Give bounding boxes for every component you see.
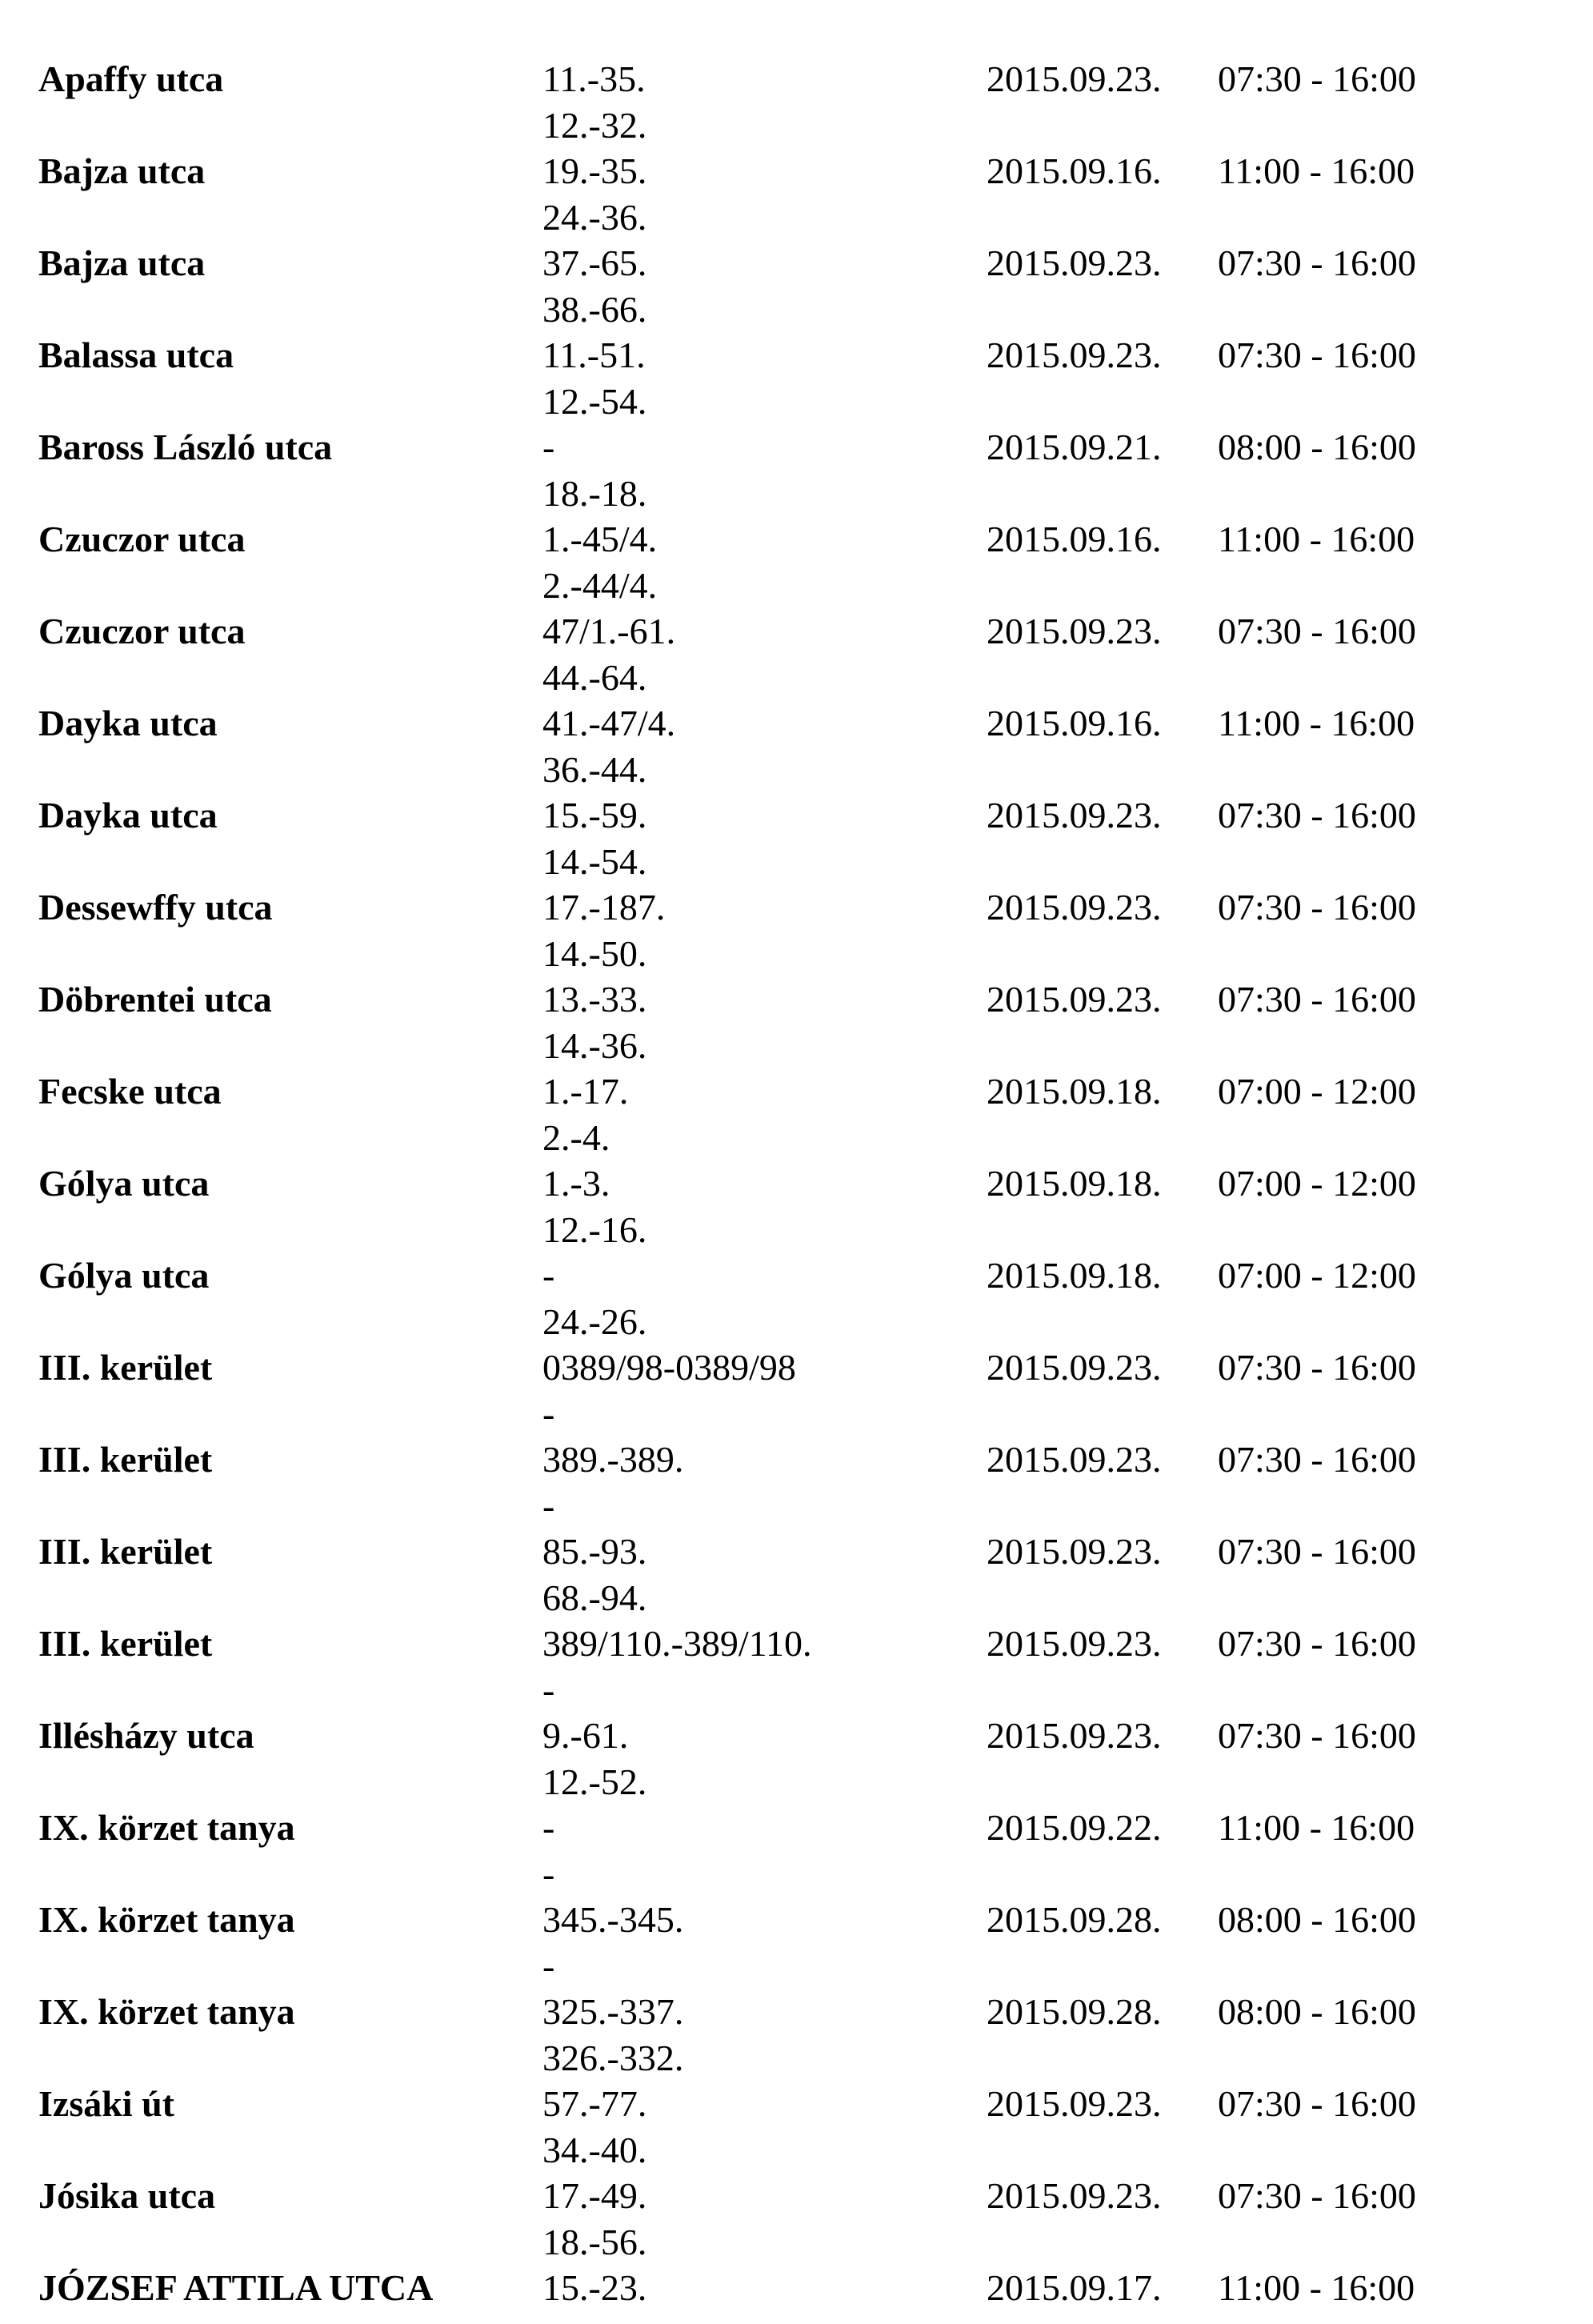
- odd-house-range: 1.-3.: [542, 1163, 610, 1204]
- street-name: Gólya utca: [38, 1255, 210, 1296]
- even-house-range: 14.-54.: [542, 841, 647, 882]
- odd-house-range: 17.-187.: [542, 887, 666, 928]
- outage-time: 07:30 - 16:00: [1218, 979, 1416, 1020]
- odd-house-range: 1.-17.: [542, 1071, 629, 1112]
- outage-date: 2015.09.23.: [987, 2175, 1162, 2216]
- even-house-range: 12.-52.: [542, 1761, 647, 1802]
- even-house-range: 14.-36.: [542, 1025, 647, 1066]
- even-house-range: 12.-32.: [542, 105, 647, 146]
- schedule-row: [0, 92, 1593, 238]
- outage-time: 11:00 - 16:00: [1218, 1807, 1415, 1848]
- outage-date: 2015.09.16.: [987, 519, 1162, 559]
- outage-date: 2015.09.23.: [987, 242, 1162, 283]
- even-house-range: 12.-16.: [542, 1209, 647, 1250]
- outage-date: 2015.09.23.: [987, 1623, 1162, 1664]
- schedule-row: [0, 0, 1593, 146]
- odd-house-range: 325.-337.: [542, 1991, 684, 2032]
- street-name: IX. körzet tanya: [38, 1899, 295, 1940]
- street-name: Czuczor utca: [38, 519, 246, 559]
- even-house-range: 14.-50.: [542, 933, 647, 974]
- outage-time: 07:30 - 16:00: [1218, 1715, 1416, 1756]
- street-name: III. kerület: [38, 1347, 213, 1388]
- schedule-row: [0, 644, 1593, 790]
- outage-time: 07:00 - 12:00: [1218, 1163, 1416, 1204]
- street-name: Czuczor utca: [38, 611, 246, 651]
- outage-time: 07:30 - 16:00: [1218, 58, 1416, 99]
- odd-house-range: 37.-65.: [542, 242, 647, 283]
- odd-house-range: 41.-47/4.: [542, 703, 676, 743]
- street-name: Dessewffy utca: [38, 887, 273, 928]
- even-house-range: 24.-36.: [542, 197, 647, 238]
- even-house-range: -: [542, 1485, 555, 1526]
- even-house-range: -: [542, 1945, 555, 1986]
- odd-house-range: 85.-93.: [542, 1531, 647, 1572]
- street-name: III. kerület: [38, 1623, 213, 1664]
- outage-time: 08:00 - 16:00: [1218, 1899, 1416, 1940]
- schedule-row: [0, 184, 1593, 330]
- outage-time: 11:00 - 16:00: [1218, 2267, 1415, 2308]
- outage-time: 11:00 - 16:00: [1218, 519, 1415, 559]
- outage-date: 2015.09.18.: [987, 1255, 1162, 1296]
- even-house-range: 18.-56.: [542, 2222, 647, 2262]
- outage-date: 2015.09.23.: [987, 979, 1162, 1020]
- outage-time: 08:00 - 16:00: [1218, 427, 1416, 467]
- odd-house-range: 9.-61.: [542, 1715, 629, 1756]
- schedule-row: [0, 1473, 1593, 1618]
- outage-date: 2015.09.23.: [987, 1715, 1162, 1756]
- outage-date: 2015.09.23.: [987, 58, 1162, 99]
- schedule-row: [0, 276, 1593, 422]
- even-house-range: 2.-4.: [542, 1117, 610, 1158]
- street-name: Dayka utca: [38, 703, 218, 743]
- outage-date: 2015.09.22.: [987, 1807, 1162, 1848]
- street-name: Bajza utca: [38, 242, 206, 283]
- odd-house-range: 11.-35.: [542, 58, 646, 99]
- outage-time: 07:30 - 16:00: [1218, 1623, 1416, 1664]
- even-house-range: 24.-26.: [542, 1301, 647, 1342]
- outage-date: 2015.09.23.: [987, 1347, 1162, 1388]
- schedule-row: [0, 552, 1593, 698]
- even-house-range: 2.-44/4.: [542, 565, 658, 606]
- outage-date: 2015.09.23.: [987, 1439, 1162, 1480]
- even-house-range: 34.-40.: [542, 2130, 647, 2170]
- odd-house-range: -: [542, 427, 555, 467]
- odd-house-range: 17.-49.: [542, 2175, 647, 2216]
- street-name: III. kerület: [38, 1531, 213, 1572]
- schedule-row: [0, 2209, 1593, 2308]
- outage-date: 2015.09.18.: [987, 1163, 1162, 1204]
- outage-date: 2015.09.28.: [987, 1991, 1162, 2032]
- schedule-row: [0, 1288, 1593, 1434]
- schedule-row: [0, 1104, 1593, 1250]
- odd-house-range: 1.-45/4.: [542, 519, 658, 559]
- outage-date: 2015.09.23.: [987, 1531, 1162, 1572]
- street-name: IX. körzet tanya: [38, 1991, 295, 2032]
- schedule-row: [0, 736, 1593, 882]
- outage-date: 2015.09.23.: [987, 2083, 1162, 2124]
- street-name: Gólya utca: [38, 1163, 210, 1204]
- outage-time: 07:00 - 12:00: [1218, 1255, 1416, 1296]
- street-name: Bajza utca: [38, 150, 206, 191]
- schedule-row: [0, 920, 1593, 1066]
- schedule-row: [0, 368, 1593, 514]
- outage-time: 07:30 - 16:00: [1218, 335, 1416, 375]
- odd-house-range: 57.-77.: [542, 2083, 647, 2124]
- schedule-row: [0, 1933, 1593, 2078]
- street-name: Döbrentei utca: [38, 979, 272, 1020]
- schedule-row: [0, 828, 1593, 974]
- outage-date: 2015.09.16.: [987, 703, 1162, 743]
- odd-house-range: 11.-51.: [542, 335, 646, 375]
- odd-house-range: 389.-389.: [542, 1439, 684, 1480]
- schedule-row: [0, 1012, 1593, 1158]
- even-house-range: 36.-44.: [542, 749, 647, 790]
- outage-date: 2015.09.23.: [987, 795, 1162, 835]
- outage-date: 2015.09.23.: [987, 887, 1162, 928]
- schedule-row: [0, 1196, 1593, 1342]
- outage-time: 07:00 - 12:00: [1218, 1071, 1416, 1112]
- odd-house-range: 19.-35.: [542, 150, 647, 191]
- street-name: Illésházy utca: [38, 1715, 254, 1756]
- outage-time: 07:30 - 16:00: [1218, 1347, 1416, 1388]
- even-house-range: -: [542, 1853, 555, 1894]
- street-name: JÓZSEF ATTILA UTCA: [38, 2267, 434, 2308]
- street-name: Baross László utca: [38, 427, 333, 467]
- outage-date: 2015.09.23.: [987, 335, 1162, 375]
- odd-house-range: 345.-345.: [542, 1899, 684, 1940]
- schedule-row: [0, 2025, 1593, 2170]
- outage-date: 2015.09.18.: [987, 1071, 1162, 1112]
- odd-house-range: -: [542, 1807, 555, 1848]
- schedule-row: [0, 2117, 1593, 2262]
- outage-time: 07:30 - 16:00: [1218, 1531, 1416, 1572]
- street-name: Apaffy utca: [38, 58, 224, 99]
- outage-date: 2015.09.23.: [987, 611, 1162, 651]
- schedule-row: [0, 460, 1593, 606]
- odd-house-range: 15.-23.: [542, 2267, 647, 2308]
- odd-house-range: 47/1.-61.: [542, 611, 676, 651]
- even-house-range: 68.-94.: [542, 1577, 647, 1618]
- schedule-row: [0, 1841, 1593, 1986]
- outage-time: 11:00 - 16:00: [1218, 150, 1415, 191]
- odd-house-range: 0389/98-0389/98: [542, 1347, 796, 1388]
- outage-time: 07:30 - 16:00: [1218, 887, 1416, 928]
- schedule-row: [0, 1380, 1593, 1526]
- outage-date: 2015.09.28.: [987, 1899, 1162, 1940]
- street-name: Balassa utca: [38, 335, 234, 375]
- street-name: Fecske utca: [38, 1071, 222, 1112]
- even-house-range: -: [542, 1393, 555, 1434]
- outage-time: 11:00 - 16:00: [1218, 703, 1415, 743]
- odd-house-range: -: [542, 1255, 555, 1296]
- outage-time: 07:30 - 16:00: [1218, 795, 1416, 835]
- outage-time: 07:30 - 16:00: [1218, 2175, 1416, 2216]
- schedule-row: [0, 1657, 1593, 1802]
- street-name: Izsáki út: [38, 2083, 174, 2124]
- even-house-range: 38.-66.: [542, 289, 647, 330]
- outage-time: 07:30 - 16:00: [1218, 242, 1416, 283]
- outage-time: 07:30 - 16:00: [1218, 611, 1416, 651]
- street-name: Jósika utca: [38, 2175, 216, 2216]
- outage-time: 08:00 - 16:00: [1218, 1991, 1416, 2032]
- even-house-range: 12.-54.: [542, 381, 647, 422]
- even-house-range: 326.-332.: [542, 2038, 684, 2078]
- odd-house-range: 389/110.-389/110.: [542, 1623, 812, 1664]
- even-house-range: 18.-18.: [542, 473, 647, 514]
- outage-date: 2015.09.21.: [987, 427, 1162, 467]
- schedule-row: [0, 1565, 1593, 1710]
- odd-house-range: 15.-59.: [542, 795, 647, 835]
- outage-time: 07:30 - 16:00: [1218, 2083, 1416, 2124]
- street-name: III. kerület: [38, 1439, 213, 1480]
- even-house-range: 44.-64.: [542, 657, 647, 698]
- street-name: IX. körzet tanya: [38, 1807, 295, 1848]
- outage-time: 07:30 - 16:00: [1218, 1439, 1416, 1480]
- schedule-row: [0, 1749, 1593, 1894]
- outage-date: 2015.09.17.: [987, 2267, 1162, 2308]
- street-name: Dayka utca: [38, 795, 218, 835]
- outage-date: 2015.09.16.: [987, 150, 1162, 191]
- odd-house-range: 13.-33.: [542, 979, 647, 1020]
- even-house-range: -: [542, 1669, 555, 1710]
